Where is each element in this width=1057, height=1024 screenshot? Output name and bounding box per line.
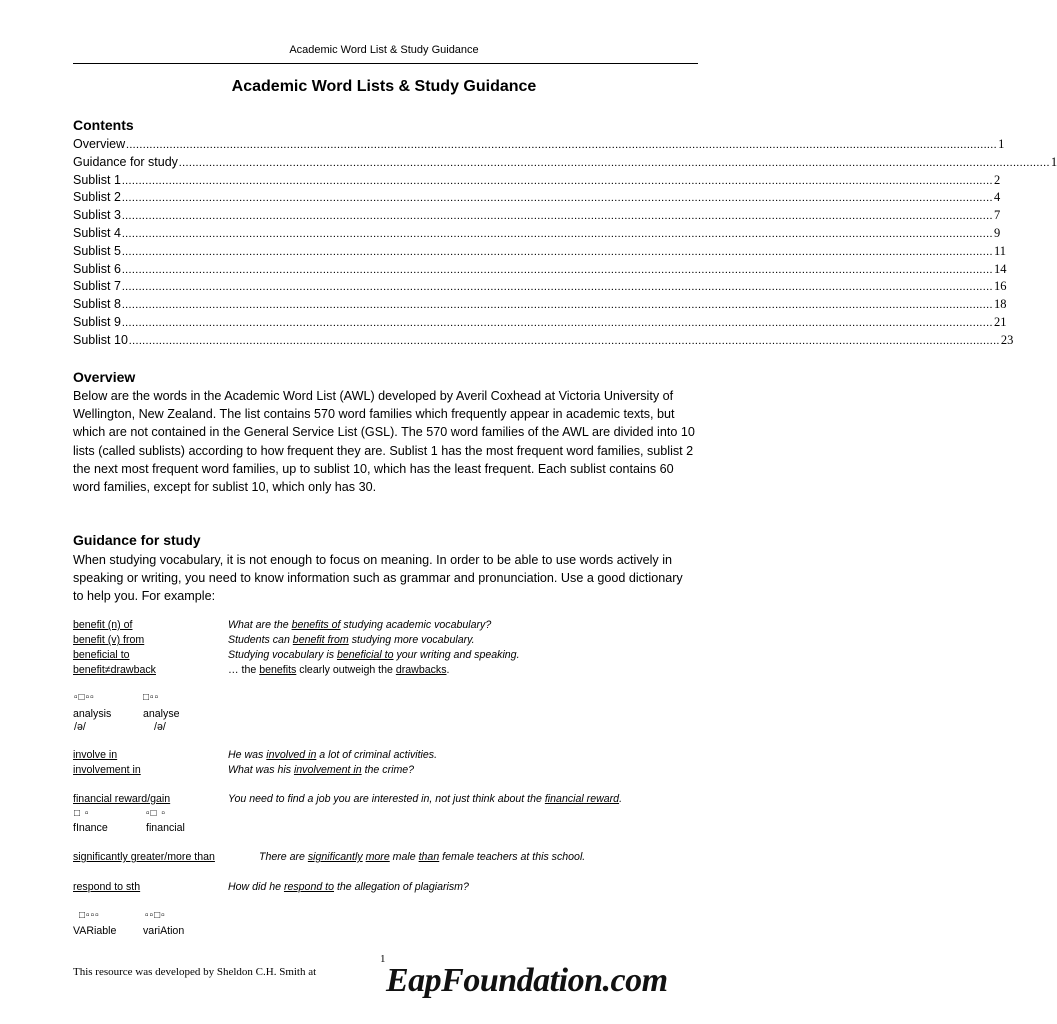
example-involvement-in: involvement in xyxy=(73,764,141,776)
sentence-benefit-2: Students can benefit from studying more vocabulary. xyxy=(228,634,475,646)
toc-entry-label: Sublist 6 xyxy=(73,261,121,276)
toc-leader-dots: .................................................................................................................................................................................................................................................................... xyxy=(121,316,993,329)
toc-entry[interactable] xyxy=(73,314,1007,332)
ipa-analysis: /ə/ xyxy=(74,721,86,733)
example-involve-in: involve in xyxy=(73,749,118,761)
toc-entry-label: Sublist 10 xyxy=(73,332,128,347)
sentence-financial: You need to find a job you are interested in, not just think about the financial reward. xyxy=(228,793,623,805)
toc-entry[interactable] xyxy=(73,243,1006,261)
running-header: Academic Word List & Study Guidance xyxy=(289,44,479,56)
page-number: 1 xyxy=(380,953,386,965)
toc-entry[interactable] xyxy=(73,296,1007,314)
toc-entry-page: 9 xyxy=(993,225,1001,240)
word-financial: financial xyxy=(146,822,185,834)
stress-pattern-analyse: □▫▫ xyxy=(143,692,160,703)
example-financial-reward: financial reward/gain xyxy=(73,793,171,805)
toc-entry[interactable] xyxy=(73,207,1001,225)
word-analyse: analyse xyxy=(143,708,180,720)
toc-entry[interactable] xyxy=(73,154,1057,172)
sentence-significantly: There are significantly more male than female teachers at this school. xyxy=(259,851,586,863)
toc-entry-label: Sublist 7 xyxy=(73,279,121,294)
stress-pattern-analysis: ▫□▫▫ xyxy=(74,692,95,703)
logo-text: EapFoundation.com xyxy=(386,962,668,999)
guidance-heading: Guidance for study xyxy=(73,532,201,548)
toc-leader-dots: .................................................................................................................................................................................................................................................................... xyxy=(178,156,1050,169)
toc-entry-page: 23 xyxy=(1000,332,1014,347)
toc-entry-label: Sublist 8 xyxy=(73,297,121,312)
table-of-contents xyxy=(73,136,1057,350)
toc-entry-page: 11 xyxy=(993,243,1006,258)
toc-entry-page: 1 xyxy=(998,137,1005,151)
toc-entry-label: Guidance for study xyxy=(73,154,178,169)
footer-credit: This resource was developed by Sheldon C.H. Smith at xyxy=(73,966,317,978)
toc-entry-page: 4 xyxy=(993,190,1001,205)
toc-leader-dots: .................................................................................................................................................................................................................................................................... xyxy=(121,192,993,205)
toc-entry-label: Sublist 4 xyxy=(73,225,121,240)
toc-leader-dots: .................................................................................................................................................................................................................................................................... xyxy=(128,334,1000,347)
contents-heading: Contents xyxy=(73,117,134,133)
toc-entry-page: 14 xyxy=(993,261,1007,276)
word-analysis: analysis xyxy=(73,708,112,720)
toc-leader-dots: .................................................................................................................................................................................................................................................................... xyxy=(121,299,993,312)
toc-leader-dots: .................................................................................................................................................................................................................................................................... xyxy=(121,281,993,294)
example-respond-to: respond to sth xyxy=(73,881,141,893)
page-title: Academic Word Lists & Study Guidance xyxy=(231,78,537,95)
sentence-involve-2: What was his involvement in the crime? xyxy=(228,764,415,776)
toc-leader-dots: .................................................................................................................................................................................................................................................................... xyxy=(121,245,993,258)
example-benefit-drawback: benefit≠drawback xyxy=(73,664,156,676)
word-variable: VARiable xyxy=(73,925,117,937)
sentence-involve-1: He was involved in a lot of criminal activities. xyxy=(228,749,438,761)
guidance-paragraph: When studying vocabulary, it is not enough to focus on meaning. In order to be able to use words actively in speaking or writing, you need to know information such as grammar and pronunciation. Use a good dictionary to help you. For example: xyxy=(73,553,683,604)
toc-entry-page: 16 xyxy=(993,279,1007,294)
toc-entry[interactable] xyxy=(73,225,1001,243)
toc-leader-dots: .................................................................................................................................................................................................................................................................... xyxy=(126,139,998,151)
example-benefit-v: benefit (v) from xyxy=(73,634,145,646)
stress-pattern-finance: □ ▫ xyxy=(74,808,90,819)
sentence-benefit-1: What are the benefits of studying academic vocabulary? xyxy=(228,619,492,631)
toc-entry-page: 21 xyxy=(993,314,1007,329)
header-divider xyxy=(73,63,698,64)
toc-entry-label: Sublist 5 xyxy=(73,243,121,258)
toc-entry-label: Sublist 9 xyxy=(73,314,121,329)
overview-heading: Overview xyxy=(73,369,136,385)
toc-leader-dots: .................................................................................................................................................................................................................................................................... xyxy=(121,227,993,240)
word-variation: variAtion xyxy=(143,925,185,937)
toc-entry-page: 1 xyxy=(1050,154,1057,169)
toc-entry-label: Overview xyxy=(73,137,126,151)
toc-entry-page: 2 xyxy=(993,172,1001,187)
example-significantly: significantly greater/more than xyxy=(73,851,215,863)
toc-leader-dots: .................................................................................................................................................................................................................................................................... xyxy=(121,174,993,187)
toc-leader-dots: .................................................................................................................................................................................................................................................................... xyxy=(121,263,993,276)
stress-pattern-financial: ▫□ ▫ xyxy=(146,808,166,819)
toc-entry[interactable] xyxy=(73,278,1007,296)
sentence-respond: How did he respond to the allegation of plagiarism? xyxy=(228,881,469,893)
toc-entry[interactable] xyxy=(73,332,1014,350)
toc-entry-page: 18 xyxy=(993,297,1007,312)
toc-entry[interactable] xyxy=(73,261,1007,279)
toc-entry-label: Sublist 2 xyxy=(73,190,121,205)
sentence-benefit-3: Studying vocabulary is beneficial to your writing and speaking. xyxy=(228,649,520,661)
toc-entry[interactable] xyxy=(73,136,1005,154)
sentence-benefit-4: … the benefits clearly outweigh the drawbacks. xyxy=(228,664,450,676)
stress-pattern-variation: ▫▫□▫ xyxy=(145,910,166,921)
toc-entry-page: 7 xyxy=(993,208,1001,223)
ipa-analyse: /ə/ xyxy=(154,721,166,733)
toc-entry-label: Sublist 3 xyxy=(73,208,121,223)
toc-leader-dots: .................................................................................................................................................................................................................................................................... xyxy=(121,210,993,223)
eapfoundation-logo xyxy=(384,953,716,1001)
overview-paragraph: Below are the words in the Academic Word List (AWL) developed by Averil Coxhead at Victoria University of Wellington, New Zealand. The list contains 570 word families which frequently appear in academic texts, but which are not contained in the General Service List (GSL). The 570 word families of the AWL are divided into 10 lists (called sublists) according to how frequent they are. Sublist 1 has the most frequent word families, sublist 2 the next most frequent word families, up to sublist 10, which has the least frequent. Each sublist contains 60 word families, except for sublist 10, which only has 30. xyxy=(73,389,695,495)
toc-entry-label: Sublist 1 xyxy=(73,172,121,187)
example-beneficial: beneficial to xyxy=(73,649,130,661)
stress-pattern-variable: □▫▫▫ xyxy=(79,910,100,921)
example-benefit-n: benefit (n) of xyxy=(73,619,133,631)
toc-entry[interactable] xyxy=(73,189,1001,207)
word-finance: fInance xyxy=(73,822,108,834)
toc-entry[interactable] xyxy=(73,172,1001,190)
